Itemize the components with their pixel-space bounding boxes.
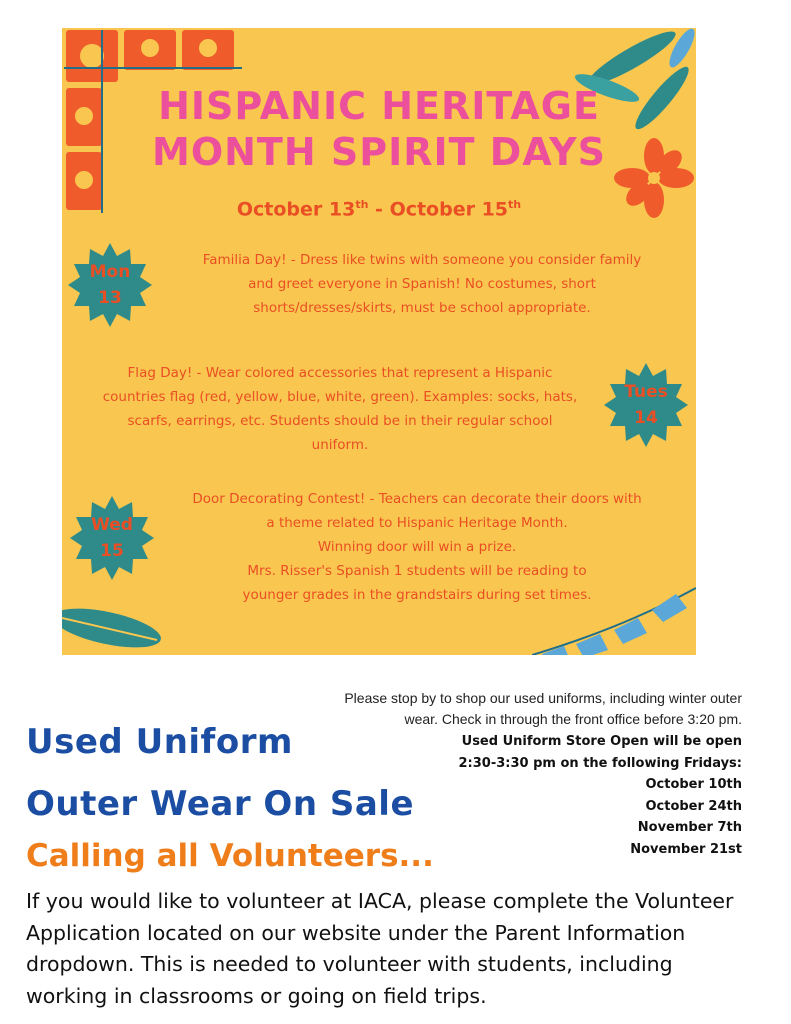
text-line: Mrs. Risser's Spanish 1 students will be reading to <box>247 563 587 579</box>
volunteers-heading: Calling all Volunteers... <box>26 838 434 874</box>
text-line: younger grades in the grandstairs during set times. <box>242 587 592 603</box>
poster-title-line1: HISPANIC HERITAGE <box>158 84 600 128</box>
flag-day-text <box>70 361 610 457</box>
uniform-note-line2: wear. Check in through the front office before 3:20 pm. <box>404 711 742 727</box>
text-line: uniform. <box>311 437 369 453</box>
store-line1: Used Uniform Store Open will be open <box>461 734 742 749</box>
date-end-suffix: th <box>508 198 522 211</box>
text-line: Flag Day! - Wear colored accessories that represent a Hispanic <box>127 365 553 381</box>
outer-wear-heading: Outer Wear On Sale <box>26 784 415 824</box>
text-line: shorts/dresses/skirts, must be school appropriate. <box>253 300 591 316</box>
badge-tuesday <box>604 363 688 447</box>
text-line: countries flag (red, yellow, blue, white, green). Examples: socks, hats, <box>102 389 578 405</box>
door-decorating-text <box>152 487 682 607</box>
familia-day-text <box>162 248 682 320</box>
date-end: October 15 <box>389 198 509 221</box>
spirit-days-poster <box>62 28 696 655</box>
uniform-note-line1: Please stop by to shop our used uniforms, including winter outer <box>344 690 742 706</box>
text-line: If you would like to volunteer at IACA, please complete the Volunteer <box>26 889 734 913</box>
date-range <box>62 198 696 220</box>
text-line: dropdown. This is needed to volunteer with students, including <box>26 952 673 976</box>
text-line: Winning door will win a prize. <box>317 539 517 555</box>
date-start-suffix: th <box>355 198 369 211</box>
text-line: Familia Day! - Dress like twins with someone you consider family <box>202 252 642 268</box>
friday-date: October 10th <box>645 777 742 792</box>
badge-monday <box>68 243 152 327</box>
poster-title-line2: MONTH SPIRIT DAYS <box>152 130 606 174</box>
text-line: scarfs, earrings, etc. Students should be in their regular school <box>127 413 553 429</box>
text-line: Application located on our website under the Parent Information <box>26 920 686 945</box>
used-uniform-heading: Used Uniform <box>26 722 293 762</box>
date-separator: - <box>368 198 390 221</box>
date-start: October 13 <box>236 198 356 221</box>
store-line2: 2:30-3:30 pm on the following Fridays: <box>458 755 742 771</box>
badge-wednesday <box>70 496 154 580</box>
badge-day-number: 13 <box>98 288 122 308</box>
store-hours <box>420 731 742 860</box>
badge-day-label: Tues <box>624 382 668 402</box>
badge-day-number: 14 <box>634 408 658 428</box>
text-line: a theme related to Hispanic Heritage Month. <box>266 515 568 531</box>
text-line: Door Decorating Contest! - Teachers can decorate their doors with <box>192 491 642 507</box>
text-line: and greet everyone in Spanish! No costumes, short <box>248 276 596 292</box>
text-line: working in classrooms or going on field trips. <box>26 983 487 1008</box>
badge-day-label: Mon <box>89 262 131 282</box>
volunteers-text <box>26 886 776 1012</box>
badge-day-number: 15 <box>100 541 124 561</box>
friday-date: November 21st <box>630 841 742 857</box>
friday-date: November 7th <box>637 820 742 835</box>
badge-day-label: Wed <box>91 515 133 535</box>
uniform-note <box>230 688 742 730</box>
friday-date: October 24th <box>645 798 742 814</box>
